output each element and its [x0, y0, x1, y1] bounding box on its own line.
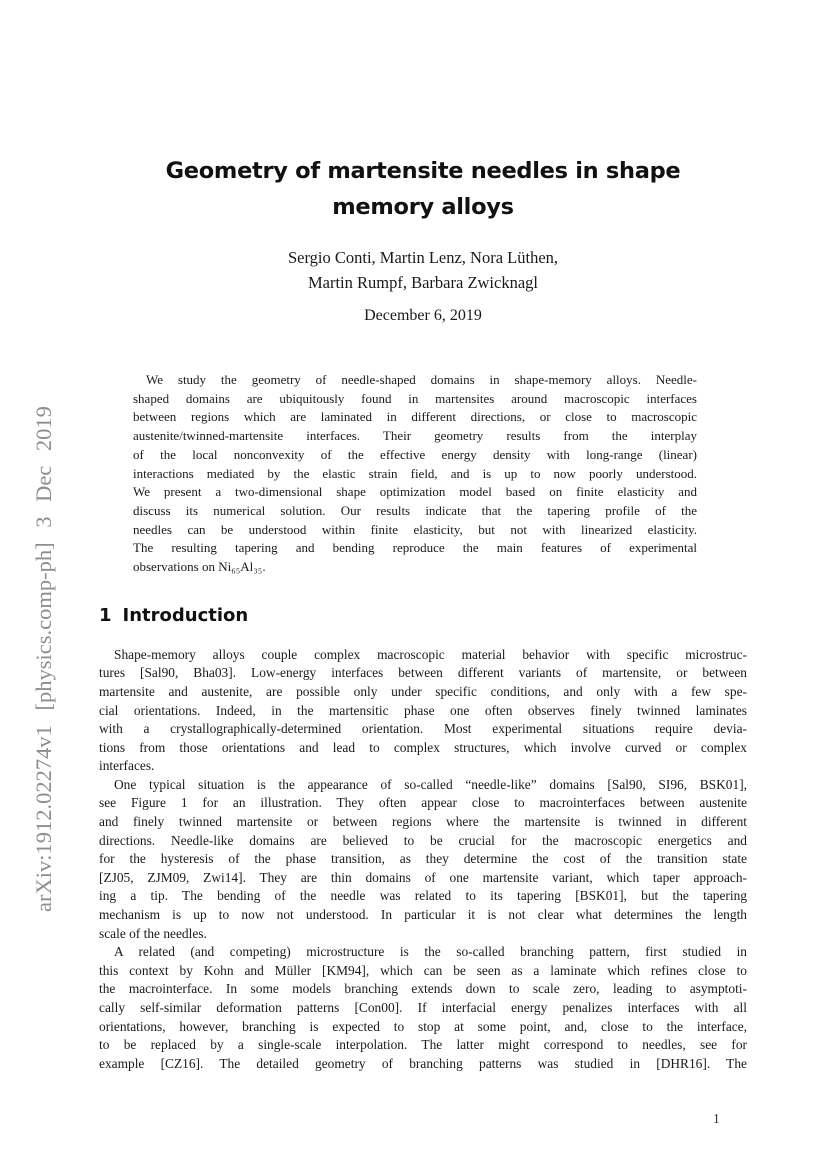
text-line: Geometry of martensite needles in shape — [165, 158, 681, 184]
text-line: cial orientations. Indeed, in the martensitic phase one often observes finely twinned laminates — [99, 702, 747, 718]
arxiv-watermark: arXiv:1912.02274v1 [physics.comp-ph] 3 Dec 2019 — [31, 406, 56, 912]
text-line: and finely twinned martensite or between regions where the martensite is twinned in different — [99, 814, 747, 830]
text-line: austenite/twinned-martensite interfaces. Their geometry results from the interplay — [133, 428, 697, 444]
text-line: Shape-memory alloys couple complex macroscopic material behavior with specific microstruc- — [114, 646, 747, 662]
text-line: cally self-similar deformation patterns [Con00]. If interfacial energy penalizes interfaces with all — [99, 1000, 747, 1016]
text-line: to be replaced by a single-scale interpolation. The latter might correspond to needles, see for — [99, 1037, 747, 1053]
text-line: A related (and competing) microstructure is the so-called branching pattern, first studied in — [114, 944, 747, 960]
text-line: observations on Ni₆₅Al₃₅. — [133, 559, 266, 575]
text-line: directions. Needle-like domains are believed to be crucial for the macroscopic energetics and — [99, 832, 747, 848]
text-line: [ZJ05, ZJM09, Zwi14]. They are thin domains of one martensite variant, which taper approach- — [99, 869, 747, 885]
text-line: Martin Rumpf, Barbara Zwicknagl — [307, 273, 539, 292]
text-line: with a crystallographically-determined orientation. Most experimental situations require devia- — [99, 721, 747, 737]
section-heading-introduction — [99, 604, 747, 627]
text-line: see Figure 1 for an illustration. They often appear close to macrointerfaces between austenite — [99, 795, 747, 811]
text-line: mechanism is up to now not understood. In particular it is not clear what determines the length — [99, 907, 747, 923]
text-line: martensite and austenite, are possible only under specific conditions, and only with a few spe- — [99, 683, 747, 699]
paragraph — [99, 943, 747, 1073]
author-list — [99, 245, 747, 295]
text-line: needles can be understood within finite elasticity, but not with linearized elasticity. — [133, 521, 697, 537]
text-line: discuss its numerical solution. Our results indicate that the tapering profile of the — [133, 502, 697, 518]
text-line: interactions mediated by the elastic strain field, and is up to now poorly understood. — [133, 465, 697, 481]
text-line: memory alloys — [332, 194, 514, 220]
text-line: One typical situation is the appearance of so-called “needle-like” domains [Sal90, SI96, BSK01], — [114, 776, 747, 792]
text-column — [99, 0, 747, 1073]
text-line: scale of the needles. — [99, 925, 207, 941]
text-line: interfaces. — [99, 758, 155, 774]
text-line: orientations, however, branching is expected to stop at some point, and, close to the interface, — [99, 1018, 747, 1034]
publication-date: December 6, 2019 — [364, 307, 482, 324]
text-line: between regions which are laminated in different directions, or close to macroscopic — [133, 409, 697, 425]
text-line: tures [Sal90, Bha03]. Low-energy interfaces between different variants of martensite, or between — [99, 665, 747, 681]
text-line: example [CZ16]. The detailed geometry of branching patterns was studied in [DHR16]. The — [99, 1055, 747, 1071]
text-line: the macrointerface. In some models branching extends down to scale zero, leading to asymptoti- — [99, 981, 747, 997]
abstract — [133, 371, 697, 577]
section-number: 1 — [99, 604, 112, 626]
text-line: for the hysteresis of the phase transition, as they determine the cost of the transition state — [99, 851, 747, 867]
text-line: We study the geometry of needle-shaped domains in shape-memory alloys. Needle- — [146, 372, 697, 387]
text-line: ing a tip. The bending of the needle was related to its tapering [BSK01], but the tapering — [99, 888, 747, 904]
paragraph — [99, 646, 747, 776]
paragraph — [99, 776, 747, 943]
text-line: of the local nonconvexity of the effective energy density with long-range (linear) — [133, 446, 697, 462]
text-line: The resulting tapering and bending reproduce the main features of experimental — [133, 540, 697, 556]
text-line: Sergio Conti, Martin Lenz, Nora Lüthen, — [287, 248, 559, 267]
section-title: Introduction — [122, 604, 249, 626]
paper-title — [99, 153, 747, 225]
page-number: 1 — [713, 1111, 720, 1126]
text-line: shaped domains are ubiquitously found in martensites around macroscopic interfaces — [133, 390, 697, 406]
body-text — [99, 646, 747, 1074]
text-line: this context by Kohn and Müller [KM94], which can be seen as a laminate which refines close to — [99, 962, 747, 978]
text-line: We present a two-dimensional shape optimization model based on finite elasticity and — [133, 484, 697, 500]
text-line: tions from those orientations and lead to complex structures, which involve curved or complex — [99, 739, 747, 755]
